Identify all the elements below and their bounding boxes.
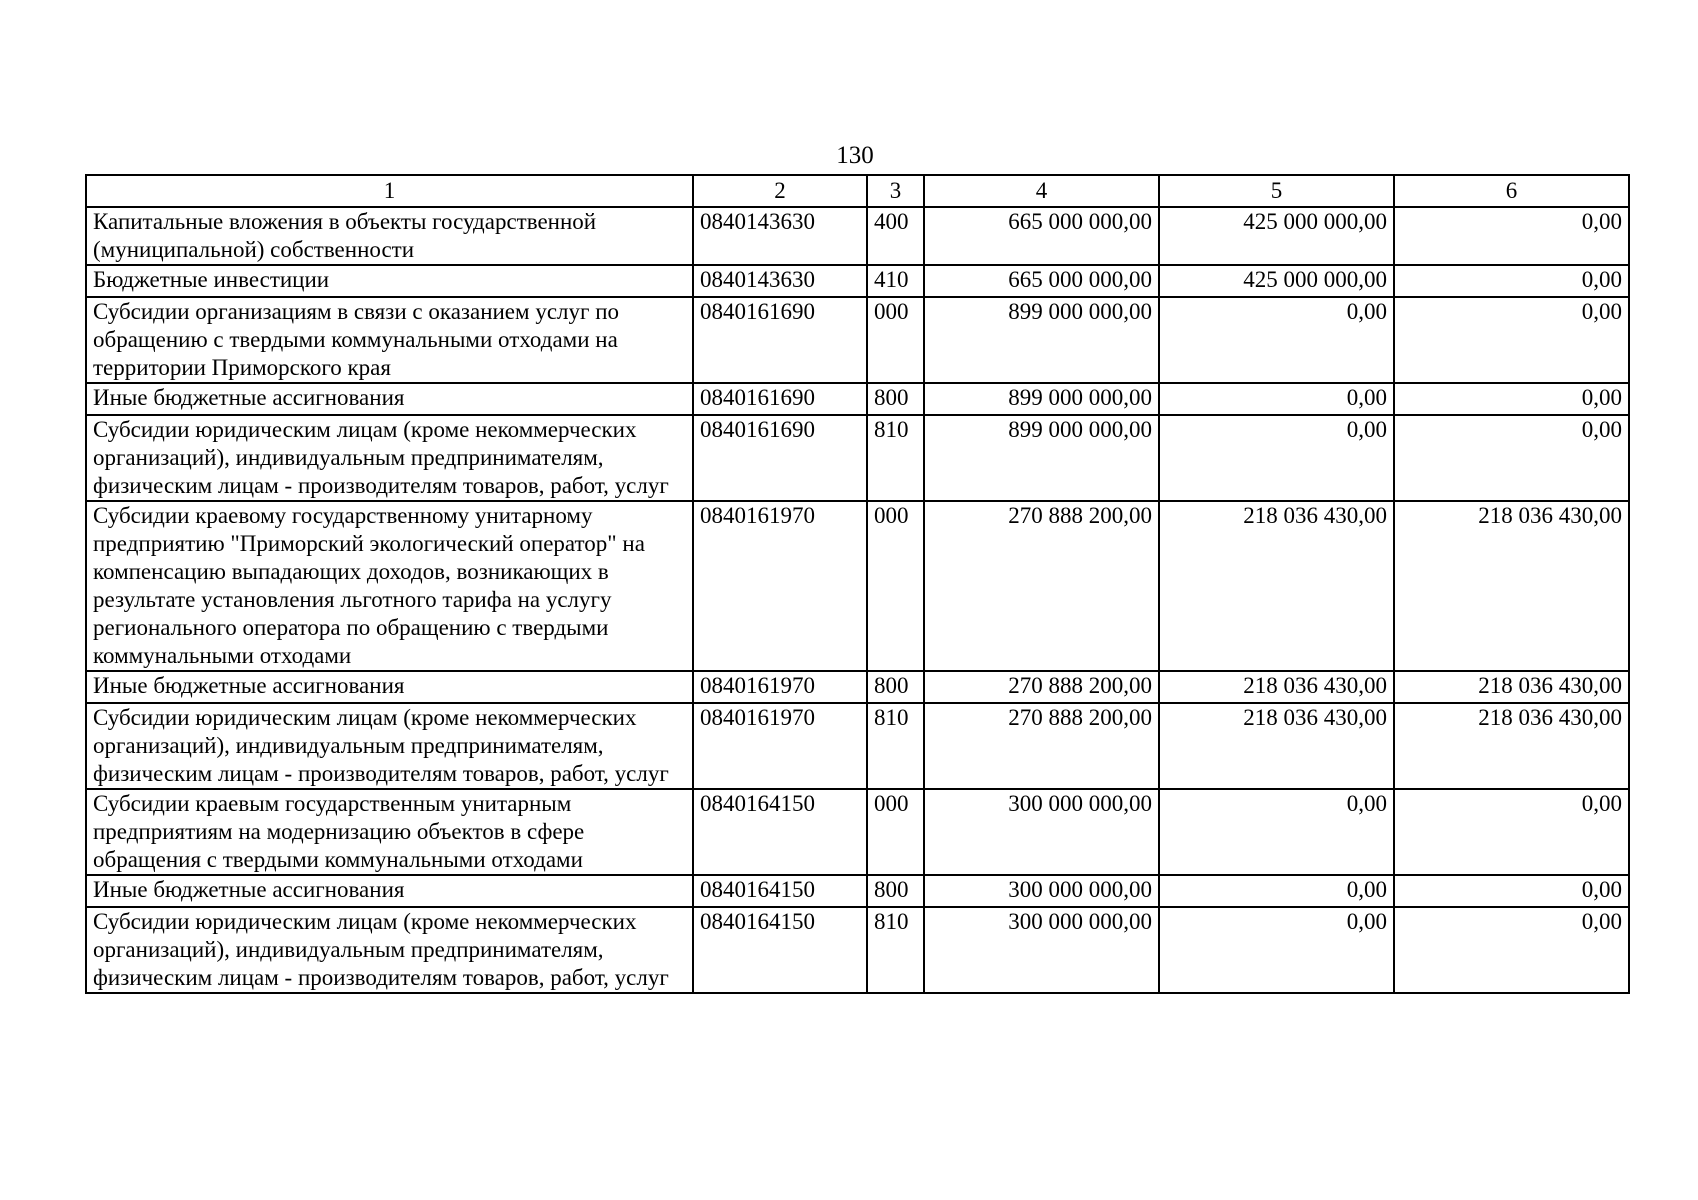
amount-col4: 899 000 000,00 [924, 415, 1159, 501]
amount-col6: 0,00 [1394, 875, 1629, 907]
expense-type-code: 000 [867, 501, 924, 671]
expense-type-code: 810 [867, 415, 924, 501]
table-row [86, 297, 1629, 383]
amount-col6: 218 036 430,00 [1394, 671, 1629, 703]
amount-col5: 218 036 430,00 [1159, 703, 1394, 789]
amount-col4: 300 000 000,00 [924, 907, 1159, 993]
column-number: 6 [1394, 175, 1629, 207]
table-row [86, 501, 1629, 671]
amount-col6: 0,00 [1394, 297, 1629, 383]
amount-col6: 0,00 [1394, 907, 1629, 993]
table-row [86, 703, 1629, 789]
target-article-code: 0840143630 [693, 207, 867, 265]
table-row [86, 415, 1629, 501]
amount-col4: 899 000 000,00 [924, 383, 1159, 415]
target-article-code: 0840161690 [693, 415, 867, 501]
amount-col6: 0,00 [1394, 415, 1629, 501]
table-row [86, 907, 1629, 993]
amount-col4: 270 888 200,00 [924, 703, 1159, 789]
amount-col5: 0,00 [1159, 875, 1394, 907]
amount-col6: 218 036 430,00 [1394, 703, 1629, 789]
expense-name: Иные бюджетные ассигнования [86, 383, 693, 415]
amount-col4: 665 000 000,00 [924, 265, 1159, 297]
amount-col4: 300 000 000,00 [924, 875, 1159, 907]
target-article-code: 0840161690 [693, 383, 867, 415]
target-article-code: 0840161970 [693, 501, 867, 671]
amount-col5: 0,00 [1159, 415, 1394, 501]
expense-name: Субсидии юридическим лицам (кроме некоммерческих организаций), индивидуальным предпринимателям, физическим лицам - производителям товаров, работ, услуг [86, 907, 693, 993]
expense-type-code: 810 [867, 703, 924, 789]
amount-col5: 0,00 [1159, 789, 1394, 875]
expense-type-code: 000 [867, 789, 924, 875]
amount-col4: 899 000 000,00 [924, 297, 1159, 383]
target-article-code: 0840161970 [693, 671, 867, 703]
table-row [86, 265, 1629, 297]
expense-type-code: 810 [867, 907, 924, 993]
expense-name: Субсидии юридическим лицам (кроме некоммерческих организаций), индивидуальным предпринимателям, физическим лицам - производителям товаров, работ, услуг [86, 415, 693, 501]
column-number: 5 [1159, 175, 1394, 207]
amount-col5: 0,00 [1159, 297, 1394, 383]
expense-type-code: 800 [867, 875, 924, 907]
amount-col6: 0,00 [1394, 265, 1629, 297]
amount-col4: 300 000 000,00 [924, 789, 1159, 875]
column-number: 1 [86, 175, 693, 207]
expense-name: Иные бюджетные ассигнования [86, 875, 693, 907]
amount-col5: 0,00 [1159, 907, 1394, 993]
amount-col6: 0,00 [1394, 383, 1629, 415]
table-row [86, 875, 1629, 907]
table-row [86, 671, 1629, 703]
expense-type-code: 800 [867, 383, 924, 415]
target-article-code: 0840164150 [693, 875, 867, 907]
budget-table [85, 174, 1630, 994]
amount-col4: 270 888 200,00 [924, 501, 1159, 671]
target-article-code: 0840164150 [693, 907, 867, 993]
expense-name: Бюджетные инвестиции [86, 265, 693, 297]
table-row [86, 789, 1629, 875]
expense-name: Капитальные вложения в объекты государственной (муниципальной) собственности [86, 207, 693, 265]
amount-col6: 0,00 [1394, 789, 1629, 875]
expense-name: Иные бюджетные ассигнования [86, 671, 693, 703]
amount-col5: 218 036 430,00 [1159, 671, 1394, 703]
amount-col6: 0,00 [1394, 207, 1629, 265]
table-row [86, 207, 1629, 265]
table-row [86, 383, 1629, 415]
column-number: 2 [693, 175, 867, 207]
expense-name: Субсидии краевому государственному унитарному предприятию "Приморский экологический оператор" на компенсацию выпадающих доходов, возникающих в результате установления льготного тарифа на услугу регионального оператора по обращению с твердыми коммунальными отходами [86, 501, 693, 671]
expense-type-code: 000 [867, 297, 924, 383]
amount-col5: 218 036 430,00 [1159, 501, 1394, 671]
target-article-code: 0840161970 [693, 703, 867, 789]
target-article-code: 0840161690 [693, 297, 867, 383]
amount-col4: 270 888 200,00 [924, 671, 1159, 703]
expense-name: Субсидии краевым государственным унитарным предприятиям на модернизацию объектов в сфере обращения с твердыми коммунальными отходами [86, 789, 693, 875]
target-article-code: 0840164150 [693, 789, 867, 875]
column-number-row [86, 175, 1629, 207]
amount-col5: 425 000 000,00 [1159, 265, 1394, 297]
page-number: 130 [836, 142, 874, 169]
expense-type-code: 410 [867, 265, 924, 297]
expense-type-code: 800 [867, 671, 924, 703]
amount-col5: 425 000 000,00 [1159, 207, 1394, 265]
amount-col4: 665 000 000,00 [924, 207, 1159, 265]
column-number: 3 [867, 175, 924, 207]
amount-col5: 0,00 [1159, 383, 1394, 415]
target-article-code: 0840143630 [693, 265, 867, 297]
amount-col6: 218 036 430,00 [1394, 501, 1629, 671]
expense-name: Субсидии юридическим лицам (кроме некоммерческих организаций), индивидуальным предпринимателям, физическим лицам - производителям товаров, работ, услуг [86, 703, 693, 789]
column-number: 4 [924, 175, 1159, 207]
expense-name: Субсидии организациям в связи с оказанием услуг по обращению с твердыми коммунальными отходами на территории Приморского края [86, 297, 693, 383]
expense-type-code: 400 [867, 207, 924, 265]
